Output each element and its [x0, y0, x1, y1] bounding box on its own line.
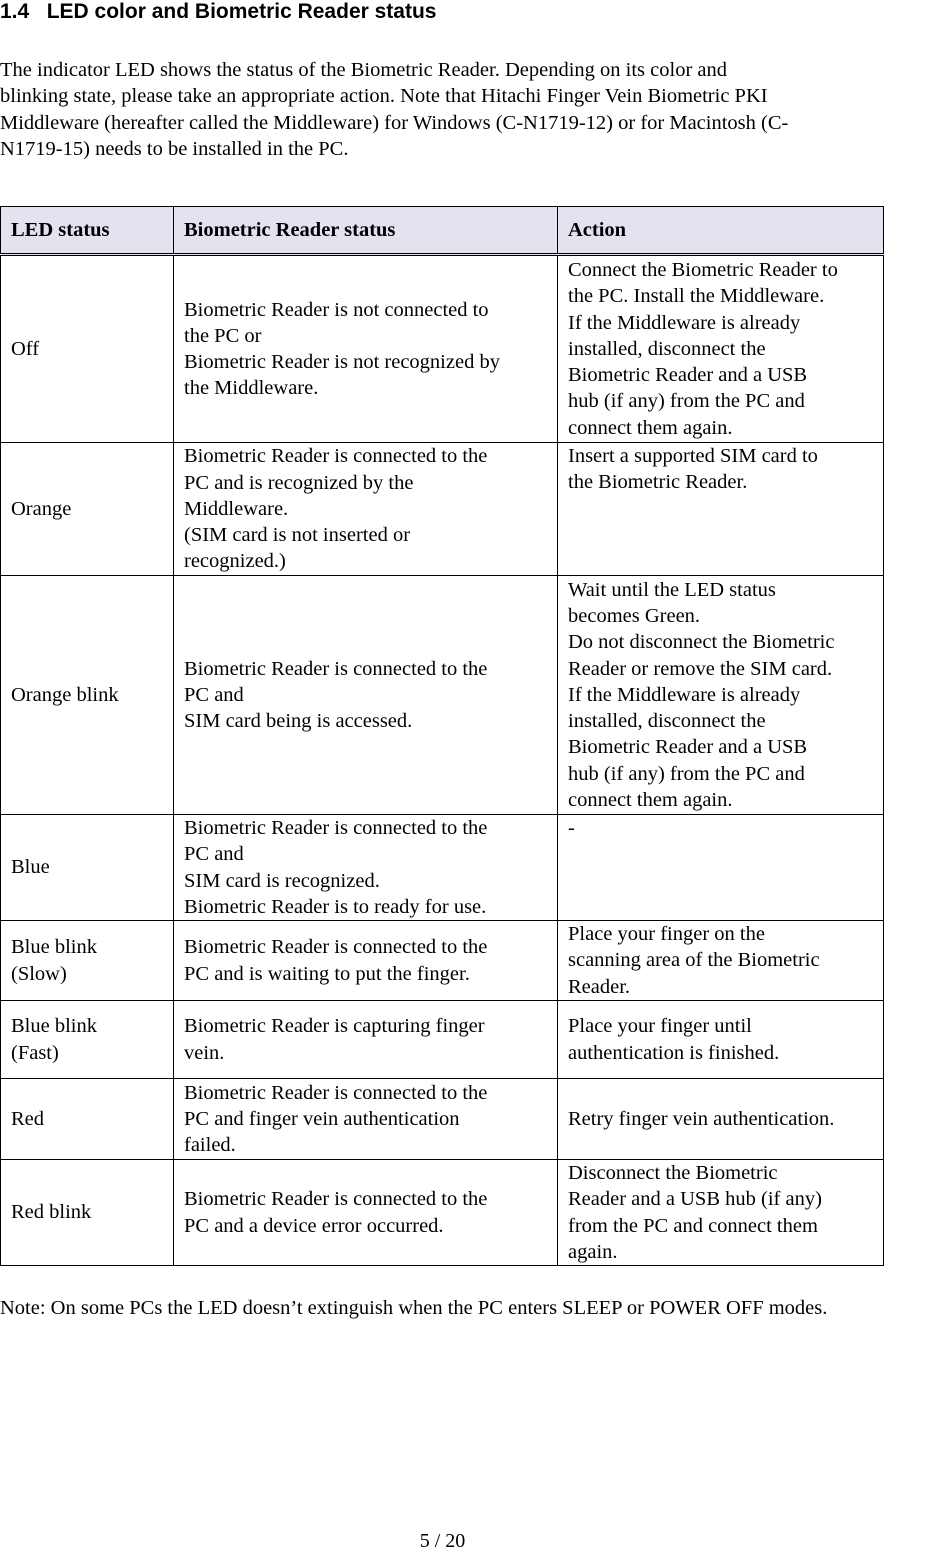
cell-line: connect them again.: [568, 416, 733, 439]
table-row: [1, 1160, 884, 1266]
led-status-cell: [1, 1001, 174, 1079]
cell-line: the PC or: [184, 324, 262, 347]
cell-line: PC and: [184, 843, 244, 866]
cell-line: Biometric Reader is to ready for use.: [184, 895, 487, 918]
cell-line: Biometric Reader and a USB: [568, 364, 808, 387]
cell-line: Place your finger on the: [568, 923, 765, 946]
reader-status-cell: [174, 815, 558, 921]
led-status-cell: [1, 443, 174, 576]
action-cell: [558, 921, 884, 1001]
reader-status-cell: [174, 255, 558, 443]
cell-line: Orange: [11, 497, 72, 520]
cell-line: Biometric Reader is connected to the: [184, 445, 488, 468]
intro-line: Middleware (hereafter called the Middleware) for Windows (C-N1719-12) or for Macintosh (C-: [0, 111, 789, 134]
table-row: [1, 815, 884, 921]
cell-line: If the Middleware is already: [568, 683, 801, 706]
action-cell: [558, 576, 884, 815]
cell-line: recognized.): [184, 550, 286, 573]
cell-line: hub (if any) from the PC and: [568, 762, 805, 785]
cell-line: Biometric Reader is not connected to: [184, 298, 489, 321]
cell-line: PC and finger vein authentication: [184, 1107, 460, 1130]
led-status-cell: [1, 921, 174, 1001]
cell-line: PC and is waiting to put the finger.: [184, 962, 470, 985]
cell-line: Retry finger vein authentication.: [568, 1107, 835, 1130]
led-status-cell: [1, 576, 174, 815]
cell-line: Biometric Reader is connected to the: [184, 657, 488, 680]
section-title: LED color and Biometric Reader status: [46, 0, 437, 23]
cell-line: Biometric Reader is connected to the: [184, 817, 488, 840]
reader-status-cell: [174, 921, 558, 1001]
table-row: [1, 255, 884, 443]
cell-line: installed, disconnect the: [568, 710, 766, 733]
table-row: [1, 443, 884, 576]
cell-line: SIM card being is accessed.: [184, 710, 413, 733]
cell-line: from the PC and connect them: [568, 1214, 818, 1237]
cell-line: Reader or remove the SIM card.: [568, 657, 833, 680]
table-row: [1, 1001, 884, 1079]
led-status-cell: [1, 815, 174, 921]
section-heading: [0, 0, 900, 24]
cell-line: the PC. Install the Middleware.: [568, 285, 825, 308]
led-status-cell: [1, 255, 174, 443]
cell-line: PC and is recognized by the: [184, 471, 414, 494]
table-row: [1, 576, 884, 815]
cell-line: Biometric Reader is not recognized by: [184, 351, 500, 373]
reader-status-cell: [174, 443, 558, 576]
cell-line: (Slow): [11, 962, 67, 985]
cell-line: scanning area of the Biometric: [568, 949, 820, 972]
action-cell: [558, 1079, 884, 1160]
cell-line: Blue blink: [11, 936, 97, 959]
cell-line: Place your finger until: [568, 1015, 752, 1038]
cell-line: PC and: [184, 683, 244, 706]
page-number: 5 / 20: [419, 1530, 466, 1552]
cell-line: connect them again.: [568, 788, 733, 811]
cell-line: (SIM card is not inserted or: [184, 524, 411, 547]
cell-line: Red: [11, 1107, 45, 1130]
cell-line: Blue: [11, 856, 50, 879]
cell-line: Biometric Reader and a USB: [568, 736, 808, 759]
intro-line: blinking state, please take an appropriate action. Note that Hitachi Finger Vein Biometric PKI: [0, 85, 768, 108]
cell-line: Red blink: [11, 1201, 92, 1224]
reader-status-cell: [174, 1079, 558, 1160]
cell-line: the Middleware.: [184, 377, 319, 400]
cell-line: If the Middleware is already: [568, 311, 801, 334]
cell-line: PC and a device error occurred.: [184, 1214, 444, 1237]
section-number: 1.4: [0, 0, 30, 23]
cell-line: installed, disconnect the: [568, 337, 766, 360]
cell-line: Biometric Reader is connected to the: [184, 1081, 488, 1104]
cell-line: SIM card is recognized.: [184, 869, 380, 892]
cell-line: Reader and a USB hub (if any): [568, 1188, 822, 1211]
cell-line: Biometric Reader is connected to the: [184, 936, 488, 959]
cell-line: (Fast): [11, 1041, 59, 1064]
action-cell: [558, 1001, 884, 1079]
column-header-reader-status: Biometric Reader status: [174, 207, 558, 255]
action-cell: [558, 815, 884, 921]
table-row: [1, 1079, 884, 1160]
cell-line: hub (if any) from the PC and: [568, 390, 805, 413]
cell-line: Wait until the LED status: [568, 579, 776, 602]
reader-status-cell: [174, 1001, 558, 1079]
cell-line: Middleware.: [184, 497, 289, 520]
action-cell: [558, 443, 884, 576]
led-status-table: [0, 206, 884, 1266]
intro-paragraph: [0, 57, 890, 163]
led-status-cell: [1, 1160, 174, 1266]
cell-line: vein.: [184, 1041, 225, 1064]
action-cell: [558, 255, 884, 443]
cell-line: Disconnect the Biometric: [568, 1162, 778, 1185]
cell-line: again.: [568, 1240, 618, 1263]
cell-line: Insert a supported SIM card to: [568, 445, 818, 467]
reader-status-cell: [174, 1160, 558, 1266]
cell-line: Do not disconnect the Biometric: [568, 631, 835, 654]
column-header-led-status: LED status: [1, 207, 174, 255]
cell-line: Reader.: [568, 975, 631, 998]
cell-line: Biometric Reader is capturing finger: [184, 1015, 485, 1038]
cell-line: the Biometric Reader.: [568, 471, 748, 494]
table-row: [1, 921, 884, 1001]
cell-line: Orange blink: [11, 683, 119, 706]
led-status-cell: [1, 1079, 174, 1160]
table-header-row: [1, 207, 884, 255]
cell-line: Blue blink: [11, 1015, 97, 1038]
intro-line: N1719-15) needs to be installed in the PC.: [0, 138, 349, 161]
cell-line: authentication is finished.: [568, 1041, 780, 1064]
cell-line: -: [568, 817, 575, 839]
cell-line: becomes Green.: [568, 605, 701, 628]
cell-line: failed.: [184, 1134, 236, 1157]
cell-line: Off: [11, 337, 40, 360]
cell-line: Connect the Biometric Reader to: [568, 259, 838, 282]
intro-line: The indicator LED shows the status of the Biometric Reader. Depending on its color and: [0, 59, 728, 81]
note-text: Note: On some PCs the LED doesn’t extinguish when the PC enters SLEEP or POWER OFF modes.: [0, 1297, 828, 1319]
cell-line: Biometric Reader is connected to the: [184, 1188, 488, 1211]
reader-status-cell: [174, 576, 558, 815]
column-header-action: Action: [558, 207, 884, 255]
action-cell: [558, 1160, 884, 1266]
